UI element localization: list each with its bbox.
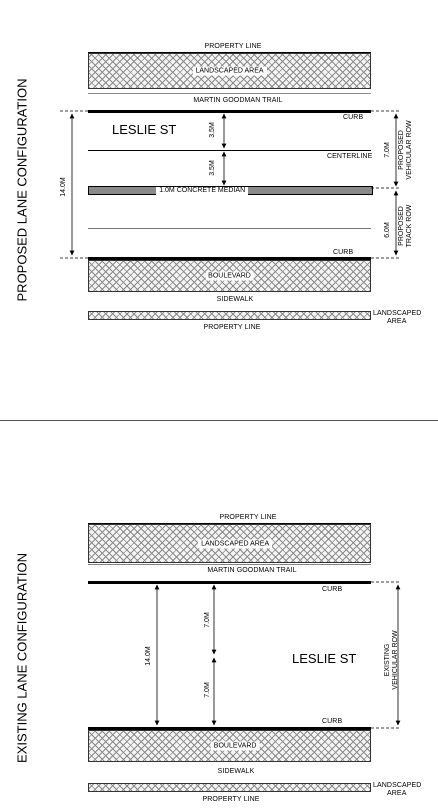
dim-lane1-label: 3.5M xyxy=(209,122,216,138)
proposed-dimensions xyxy=(60,111,400,258)
street-name: LESLIE ST xyxy=(292,651,357,666)
curb-top-label: CURB xyxy=(322,586,343,593)
street-name: LESLIE ST xyxy=(112,122,177,137)
dim-total-label: 14.0M xyxy=(145,646,152,666)
property-line-bottom-label: PROPERTY LINE xyxy=(203,324,261,331)
existing-dimensions xyxy=(157,582,400,728)
dim-lane2-label: 3.5M xyxy=(209,160,216,176)
property-line-top-label: PROPERTY LINE xyxy=(204,43,262,50)
vehicular-row-label: PROPOSED VEHICULAR ROW xyxy=(398,120,413,180)
median-label: 1.0M CONCRETE MEDIAN xyxy=(156,187,248,195)
boulevard-label: BOULEVARD xyxy=(205,272,254,281)
proposed-title: PROPOSED LANE CONFIGURATION xyxy=(14,78,30,302)
sidewalk-label: SIDEWALK xyxy=(217,768,255,775)
landscaped-area-label: LANDSCAPED AREA xyxy=(192,67,266,76)
vehicular-row-label: EXISTING VEHICULAR ROW xyxy=(384,627,400,692)
existing-title: EXISTING LANE CONFIGURATION xyxy=(14,553,30,763)
landscaped-area-right-label: LANDSCAPED AREA xyxy=(373,310,422,325)
curb-top-label: CURB xyxy=(343,114,364,121)
curb-bottom-label: CURB xyxy=(333,249,354,256)
landscaped-area-right-label: LANDSCAPED AREA xyxy=(373,782,422,797)
track-row-label: PROPOSED TRACK ROW xyxy=(398,204,413,248)
dim-total-label: 14.0M xyxy=(60,177,67,197)
curb-bottom-label: CURB xyxy=(322,718,343,725)
trail-label: MARTIN GOODMAN TRAIL xyxy=(193,97,283,104)
trail-label: MARTIN GOODMAN TRAIL xyxy=(207,567,297,574)
dim-lane2-label: 7.0M xyxy=(204,682,211,698)
sidewalk-label: SIDEWALK xyxy=(216,296,254,303)
dim-track-label: 6.0M xyxy=(384,222,391,238)
boulevard-label: BOULEVARD xyxy=(211,742,260,751)
centerline-label: CENTERLINE xyxy=(327,153,373,160)
property-line-bottom-label: PROPERTY LINE xyxy=(202,796,260,803)
dim-vehicular-label: 7.0M xyxy=(384,142,391,158)
dim-lane1-label: 7.0M xyxy=(204,612,211,628)
property-line-top-label: PROPERTY LINE xyxy=(219,514,277,521)
landscaped-area-label: LANDSCAPED AREA xyxy=(198,539,272,548)
